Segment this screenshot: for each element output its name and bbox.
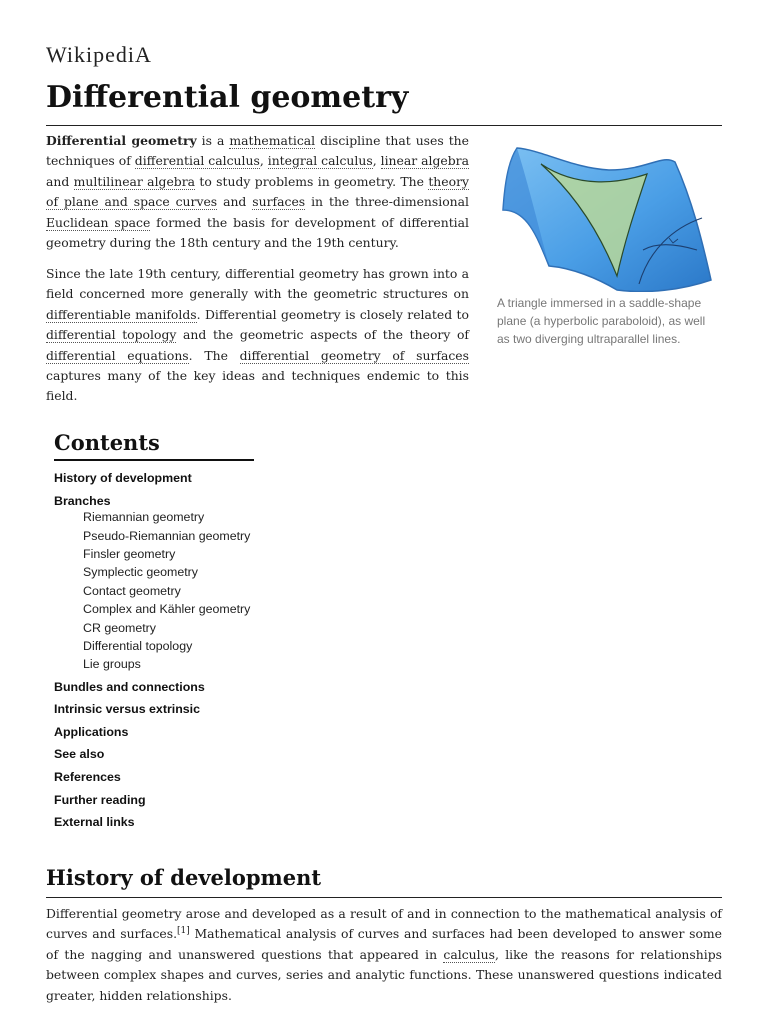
toc-item-intrinsic[interactable]: Intrinsic versus extrinsic: [54, 702, 201, 717]
link-calculus[interactable]: calculus: [443, 946, 495, 962]
toc-title: Contents: [54, 430, 254, 461]
toc-item-finsler[interactable]: Finsler geometry: [83, 546, 176, 561]
text-run: to study problems in geometry. The: [195, 173, 429, 189]
text-run: and: [217, 194, 253, 210]
text-run: and: [46, 173, 74, 189]
text-run: . The: [188, 347, 240, 363]
toc-item-riemannian[interactable]: Riemannian geometry: [83, 510, 205, 525]
toc-item-contact[interactable]: Contact geometry: [83, 583, 181, 598]
text-run: captures many of the key ideas and techniques endemic to this field.: [46, 368, 469, 404]
text-run: ,: [372, 153, 381, 169]
text-run: discipline that uses the techniques of: [46, 133, 469, 169]
text-run: , like the reasons for relationships between complex shapes and curves, series and analytic functions. These unanswered questions indicated greater, hidden relationships.: [46, 946, 722, 1003]
intro-paragraph-1: [46, 131, 469, 253]
link-differentiable-manifolds[interactable]: differentiable manifolds: [46, 306, 197, 322]
toc-item-symplectic[interactable]: Symplectic geometry: [83, 565, 198, 580]
text-run: Differential geometry arose and developed as a result of and in connection to the mathematical analysis of curves and surfaces.: [46, 906, 722, 942]
toc-item-external-links[interactable]: External links: [54, 815, 135, 830]
link-differential-topology[interactable]: differential topology: [46, 327, 177, 343]
section-heading-history: History of development: [46, 865, 322, 890]
intro-paragraph-2: [46, 264, 469, 407]
toc-item-lie-groups[interactable]: Lie groups: [83, 657, 141, 672]
toc-item-differential-topology[interactable]: Differential topology: [83, 638, 193, 653]
link-differential-equations[interactable]: differential equations: [46, 347, 189, 363]
link-theory-of-plane-and-space-curves[interactable]: theory of plane and space curves: [46, 173, 469, 210]
toc-item-see-also[interactable]: See also: [54, 747, 105, 762]
link-euclidean-space[interactable]: Euclidean space: [46, 214, 151, 230]
history-paragraph: [46, 904, 722, 1006]
figure-caption: A triangle immersed in a saddle-shape plane (a hyperbolic paraboloid), as well as two diverging ultraparallel lines.: [497, 296, 706, 346]
toc-item-cr[interactable]: CR geometry: [83, 620, 156, 635]
text-run: formed the basis for development of differential geometry during the 18th century and the 19th century.: [46, 214, 469, 251]
table-of-contents: [54, 430, 254, 834]
page-title: Differential geometry: [46, 80, 409, 115]
text-run: and the geometric aspects of the theory of: [176, 327, 470, 343]
saddle-surface-image[interactable]: [497, 140, 721, 292]
toc-branches-sublist: [54, 508, 254, 676]
infobox-figure: [497, 140, 721, 348]
toc-item-history[interactable]: History of development: [54, 471, 192, 485]
link-surfaces[interactable]: surfaces: [252, 194, 306, 210]
toc-item-references[interactable]: References: [54, 770, 121, 785]
wikipedia-wordmark[interactable]: WikipediA: [46, 42, 152, 67]
toc-item-branches[interactable]: Branches: [54, 493, 111, 508]
section-divider: [46, 897, 722, 898]
link-differential-calculus[interactable]: differential calculus: [134, 153, 260, 169]
link-multilinear-algebra[interactable]: multilinear algebra: [73, 173, 196, 189]
toc-item-bundles[interactable]: Bundles and connections: [54, 679, 205, 694]
text-run: is a: [196, 133, 230, 148]
link-mathematical[interactable]: mathematical: [229, 133, 316, 148]
text-run: in the three-dimensional: [305, 194, 469, 210]
text-run: ,: [259, 153, 268, 169]
link-integral-calculus[interactable]: integral calculus: [267, 153, 373, 169]
text-run: Mathematical analysis of curves and surfaces had been developed to answer some of the nagging and unanswered questions that appeared in: [46, 926, 722, 962]
toc-item-pseudo-riemannian[interactable]: Pseudo-Riemannian geometry: [83, 528, 251, 543]
toc-item-complex-kahler[interactable]: Complex and Kähler geometry: [83, 602, 251, 617]
toc-item-further-reading[interactable]: Further reading: [54, 792, 146, 807]
toc-item-applications[interactable]: Applications: [54, 724, 129, 739]
title-divider: [46, 125, 722, 126]
text-run: . Differential geometry is closely related to: [196, 306, 469, 322]
link-differential-geometry-of-surfaces[interactable]: differential geometry of surfaces: [239, 347, 469, 363]
text-run: Since the late 19th century, differential geometry has grown into a field concerned more generally with the geometric structures on: [46, 266, 469, 302]
link-linear-algebra[interactable]: linear algebra: [380, 153, 469, 169]
citation-ref-1[interactable]: [1]: [177, 926, 190, 937]
lead-term: Differential geometry: [46, 133, 197, 148]
